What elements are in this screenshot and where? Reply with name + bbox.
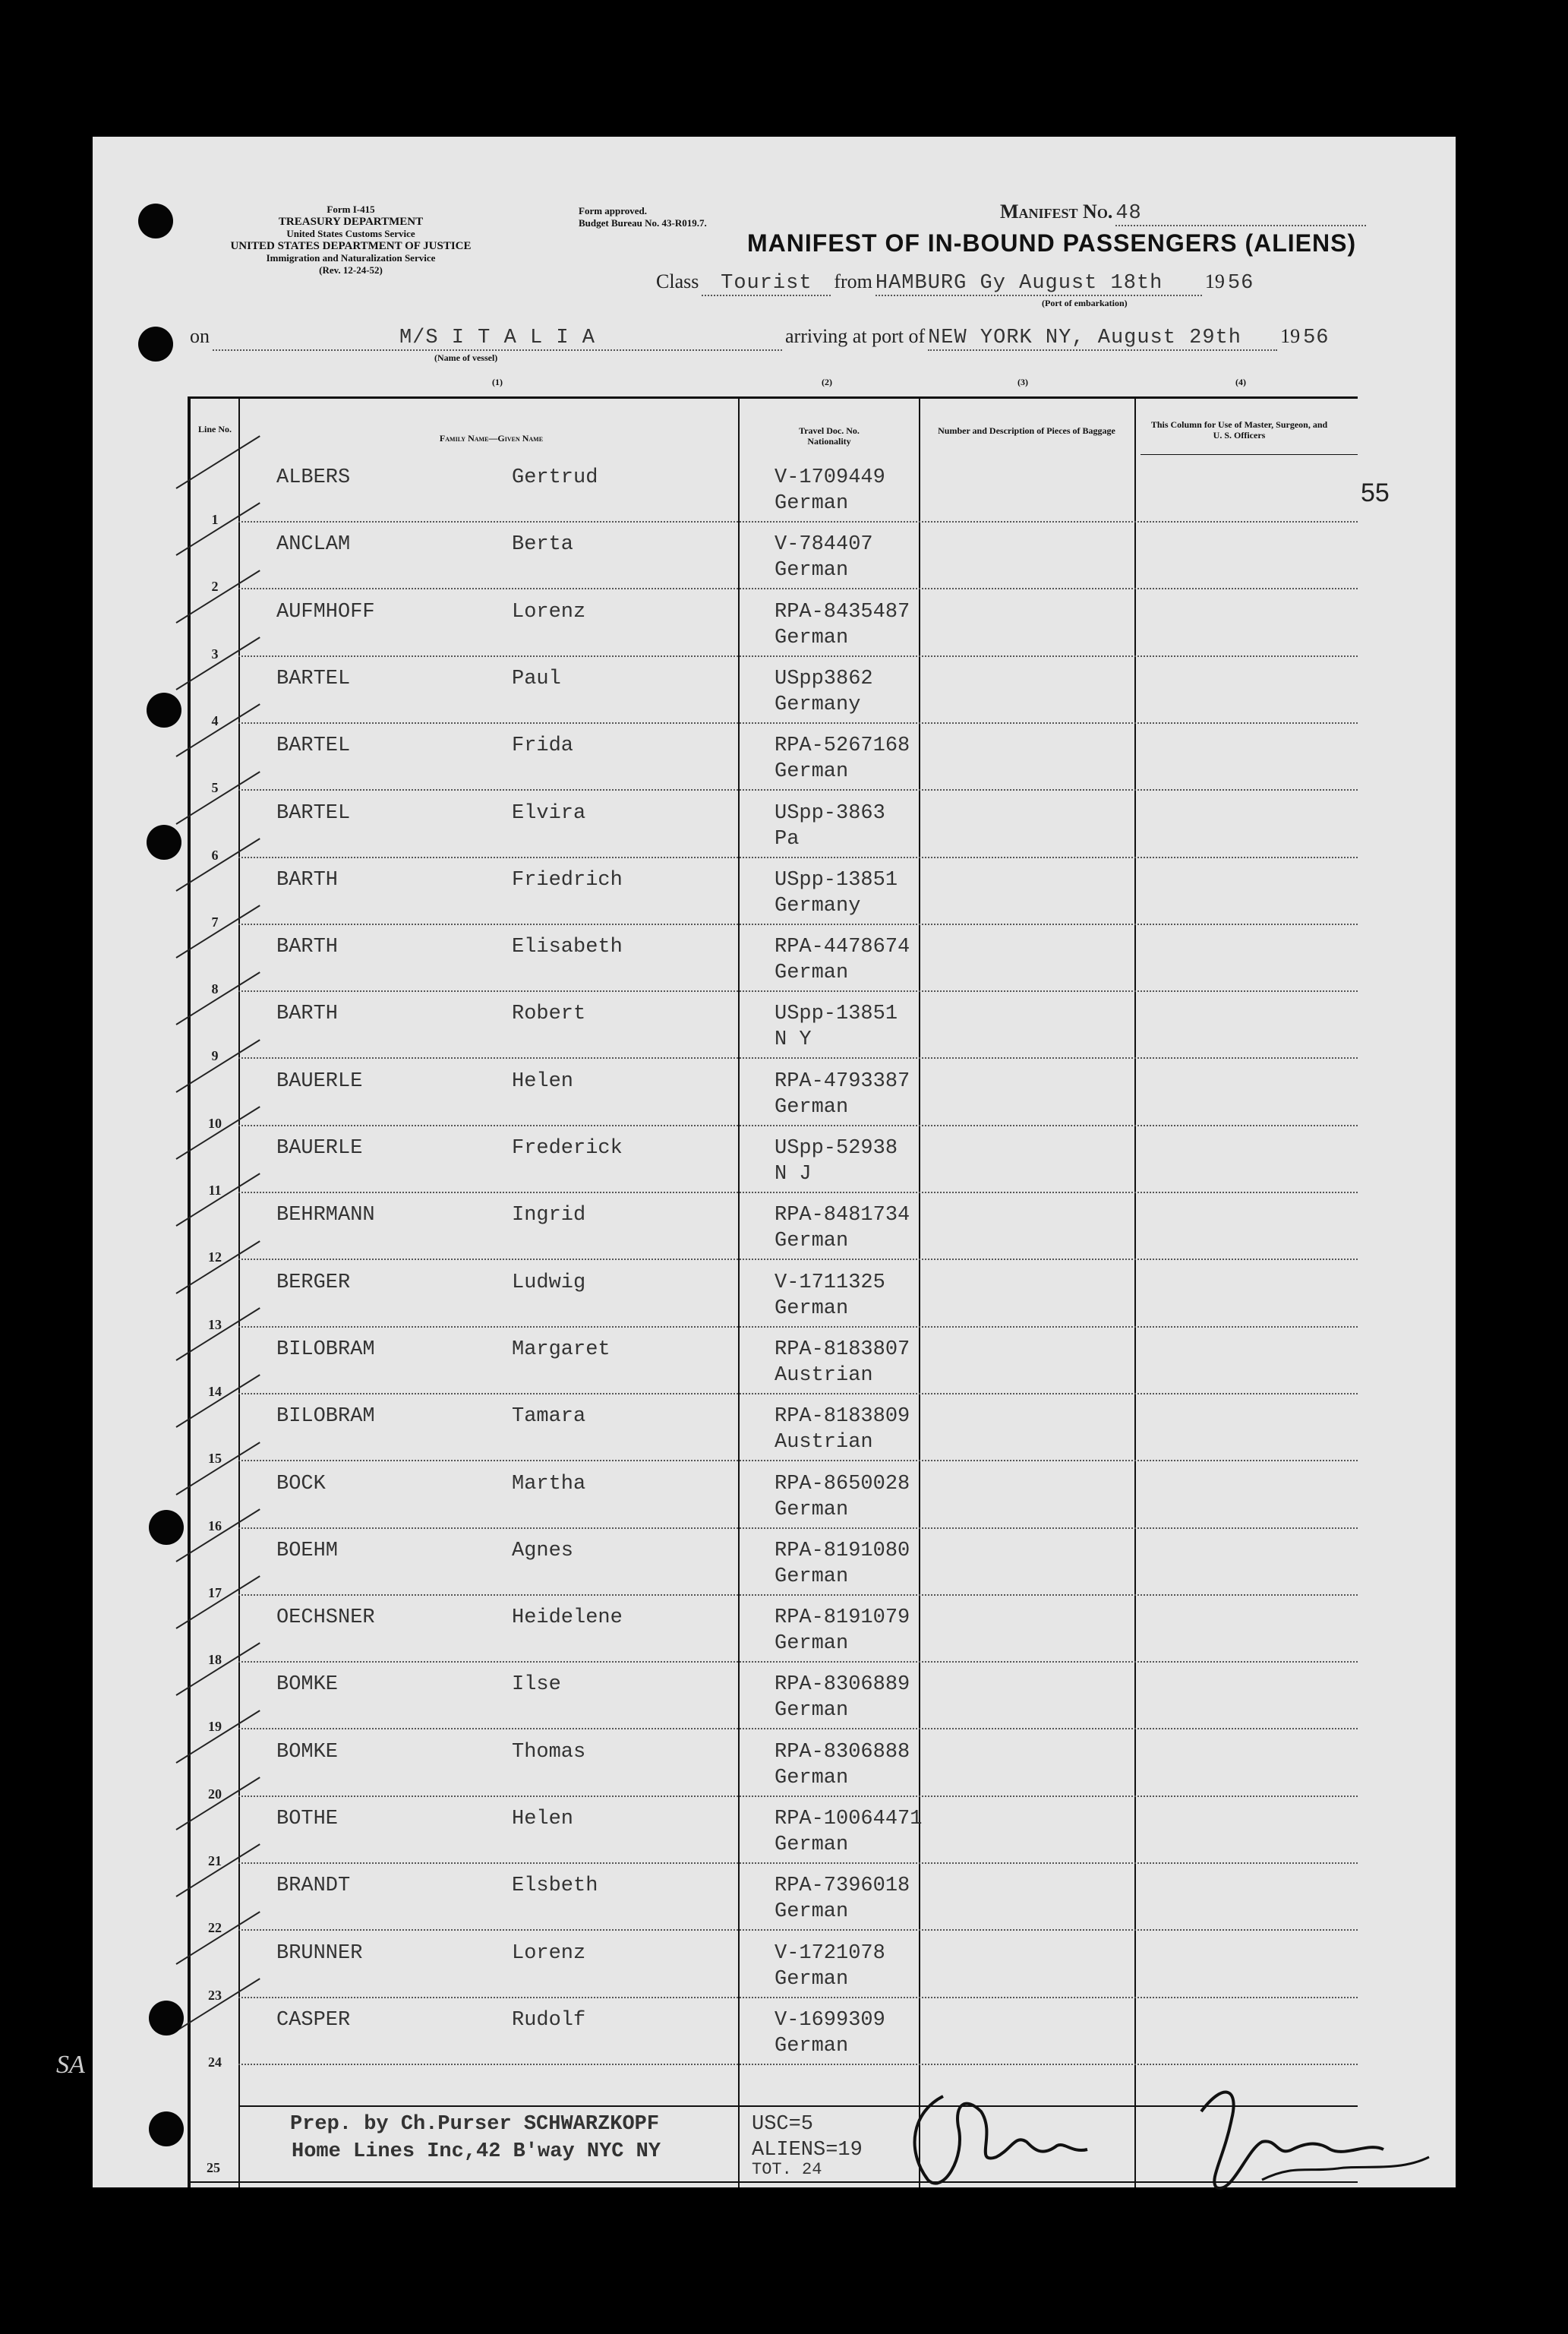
travel-doc-number: V-1699309 [775, 2008, 885, 2032]
total-count: TOT. 24 [752, 2160, 822, 2179]
form-revision: (Rev. 12-24-52) [319, 264, 383, 276]
nationality: German [775, 1967, 849, 1991]
check-mark [175, 703, 260, 757]
manifest-no-value: 48 [1115, 202, 1366, 226]
family-name: BRANDT [276, 1874, 351, 1898]
line-number: 17 [208, 1584, 222, 1600]
nationality: German [775, 1699, 849, 1723]
form-number: Form I-415 [327, 204, 375, 215]
travel-doc-number: RPA-8183807 [775, 1338, 910, 1361]
check-mark [175, 1039, 260, 1093]
nationality: Austrian [775, 1431, 873, 1454]
line-number: 2 [211, 579, 219, 595]
nationality: N Y [775, 1028, 812, 1052]
line-number: 12 [208, 1249, 222, 1265]
travel-doc-number: USpp-3863 [775, 801, 885, 825]
year2-prefix: 19 [1280, 325, 1301, 347]
binder-hole [138, 327, 173, 362]
nationality: German [775, 1833, 849, 1856]
travel-doc-number: USpp-13851 [775, 868, 898, 892]
family-name: CASPER [276, 2008, 351, 2032]
binder-hole [149, 2111, 184, 2146]
check-mark [175, 1374, 260, 1428]
class-label: Class [656, 270, 699, 292]
nationality: German [775, 1296, 849, 1320]
line-number: 4 [211, 712, 219, 728]
col-baggage: Number and Description of Pieces of Baggage [938, 425, 1115, 436]
line-number: 18 [208, 1652, 222, 1668]
travel-doc-number: RPA-8435487 [775, 600, 910, 624]
vessel-caption: (Name of vessel) [434, 352, 498, 363]
nationality: German [775, 1632, 849, 1656]
travel-doc-number: RPA-10064471 [775, 1808, 923, 1830]
family-name: BAUERLE [276, 1069, 363, 1093]
nationality: German [775, 1498, 849, 1521]
family-name: BOEHM [276, 1539, 339, 1562]
given-name: Frederick [512, 1137, 623, 1160]
nationality: German [775, 626, 849, 649]
family-name: BARTEL [276, 801, 351, 825]
travel-doc-number: USpp-13851 [775, 1003, 898, 1026]
given-name: Ludwig [512, 1271, 586, 1294]
row-divider [238, 1527, 1358, 1529]
check-mark [175, 1710, 260, 1764]
from-label: from [834, 270, 872, 292]
family-name: BOMKE [276, 1740, 339, 1764]
row-divider [238, 722, 1358, 724]
row-divider [238, 1192, 1358, 1193]
given-name: Elvira [512, 801, 586, 825]
check-mark [175, 1777, 260, 1830]
family-name: AUFMHOFF [276, 600, 375, 624]
usc-count: USC=5 [752, 2113, 814, 2136]
family-name: BILOBRAM [276, 1405, 375, 1429]
family-name: BARTH [276, 936, 339, 959]
check-mark [175, 905, 260, 959]
line-number: 21 [208, 1853, 222, 1868]
row-divider [238, 588, 1358, 589]
given-name: Elsbeth [512, 1874, 598, 1898]
given-name: Lorenz [512, 1941, 586, 1965]
given-name: Ilse [512, 1673, 561, 1697]
check-mark [175, 1240, 260, 1294]
binder-hole [149, 2001, 184, 2036]
check-mark [175, 1442, 260, 1495]
on-label: on [190, 325, 210, 347]
nationality: German [775, 1766, 849, 1789]
family-name: BAUERLE [276, 1137, 363, 1160]
nationality: Austrian [775, 1363, 873, 1387]
travel-doc-number: RPA-4478674 [775, 936, 910, 959]
line-number: 14 [208, 1383, 222, 1399]
given-name: Frida [512, 734, 574, 758]
travel-doc-number: RPA-8306889 [775, 1673, 910, 1697]
line-number: 3 [211, 646, 219, 662]
passenger-list [93, 137, 1456, 2187]
port-embarkation-caption: (Port of embarkation) [1042, 298, 1128, 308]
line-number: 8 [211, 981, 219, 997]
row-divider [238, 1862, 1358, 1864]
given-name: Friedrich [512, 868, 623, 892]
check-mark [175, 503, 260, 557]
binder-hole [149, 1510, 184, 1545]
row-divider [238, 1728, 1358, 1729]
nationality: German [775, 1900, 849, 1924]
nationality: German [775, 2034, 849, 2058]
line-number: 16 [208, 1518, 222, 1533]
row-divider [238, 2064, 1358, 2065]
purser-signature [882, 2066, 1459, 2203]
line-number: 24 [208, 2054, 222, 2070]
travel-doc-number: USpp-52938 [775, 1137, 898, 1160]
given-name: Martha [512, 1472, 586, 1495]
travel-doc-number: V-784407 [775, 533, 873, 557]
col-travel-doc: Travel Doc. No. Nationality [799, 425, 860, 447]
year2-value: 56 [1303, 327, 1330, 349]
given-name: Helen [512, 1069, 574, 1093]
nationality: N J [775, 1163, 812, 1186]
margin-note: SA [56, 2051, 85, 2079]
line-number: 5 [211, 780, 219, 796]
given-name: Ingrid [512, 1204, 586, 1227]
line-number: 20 [208, 1786, 222, 1802]
col3-number: (3) [1017, 377, 1028, 387]
line-number: 15 [208, 1451, 222, 1467]
page-number: 55 [1361, 478, 1390, 507]
manifest-page [56, 137, 1456, 2187]
travel-doc-number: RPA-5267168 [775, 734, 910, 758]
binder-hole [138, 204, 173, 238]
customs-service: United States Customs Service [286, 228, 415, 239]
check-mark [175, 838, 260, 892]
given-name: Tamara [512, 1405, 586, 1429]
from-value: HAMBURG Gy August 18th [875, 272, 1202, 296]
nationality: German [775, 559, 849, 583]
col-name: Family Name—Given Name [439, 433, 544, 444]
travel-doc-number: RPA-8650028 [775, 1472, 910, 1495]
manifest-title: MANIFEST OF IN-BOUND PASSENGERS (ALIENS) [747, 229, 1357, 257]
given-name: Margaret [512, 1338, 610, 1361]
travel-doc-number: RPA-8306888 [775, 1740, 910, 1764]
col4-number: (4) [1235, 377, 1246, 387]
col1-number: (1) [492, 377, 503, 387]
form-approved: Form approved. [579, 205, 648, 216]
check-mark [175, 1911, 260, 1965]
arrival-value: NEW YORK NY, August 29th [928, 327, 1277, 351]
year-prefix: 19 [1204, 270, 1225, 292]
binder-hole [147, 693, 181, 728]
col2-number: (2) [822, 377, 832, 387]
travel-doc-number: RPA-7396018 [775, 1874, 910, 1898]
row-divider [238, 857, 1358, 858]
given-name: Paul [512, 667, 561, 690]
travel-doc-number: RPA-8183809 [775, 1405, 910, 1429]
travel-doc-number: RPA-8191080 [775, 1539, 910, 1562]
check-mark [175, 1978, 260, 2032]
check-mark [175, 1173, 260, 1227]
binder-hole [147, 825, 181, 860]
check-mark [175, 435, 260, 489]
ins-service: Immigration and Naturalization Service [266, 252, 436, 264]
family-name: BEHRMANN [276, 1204, 375, 1227]
nationality: German [775, 1230, 849, 1253]
row-divider [238, 1393, 1358, 1394]
check-mark [175, 1508, 260, 1562]
family-name: BARTH [276, 1003, 339, 1026]
travel-doc-number: RPA-8481734 [775, 1204, 910, 1227]
travel-doc-number: RPA-8191079 [775, 1606, 910, 1630]
family-name: BARTEL [276, 734, 351, 758]
line-number: 10 [208, 1115, 222, 1131]
line-number: 7 [211, 914, 219, 930]
family-name: BRUNNER [276, 1941, 363, 1965]
given-name: Heidelene [512, 1606, 623, 1630]
row-divider [238, 1259, 1358, 1260]
vessel-name: M/S I T A L I A [213, 327, 782, 351]
family-name: BILOBRAM [276, 1338, 375, 1361]
arriving-label: arriving at port of [785, 325, 926, 347]
given-name: Thomas [512, 1740, 586, 1764]
given-name: Robert [512, 1003, 586, 1026]
nationality: German [775, 492, 849, 515]
family-name: OECHSNER [276, 1606, 375, 1630]
row-divider [238, 1057, 1358, 1059]
nationality: Germany [775, 894, 861, 917]
family-name: BARTEL [276, 667, 351, 690]
treasury-dept: TREASURY DEPARTMENT [278, 216, 424, 228]
nationality: German [775, 760, 849, 784]
row-divider [238, 789, 1358, 791]
given-name: Lorenz [512, 600, 586, 624]
check-mark [175, 1106, 260, 1160]
travel-doc-number: RPA-4793387 [775, 1069, 910, 1093]
travel-doc-number: V-1721078 [775, 1941, 885, 1965]
travel-doc-number: V-1709449 [775, 466, 885, 489]
class-value: Tourist [702, 272, 831, 296]
col-line-no: Line No. [197, 424, 232, 434]
budget-bureau: Budget Bureau No. 43-R019.7. [579, 217, 707, 229]
family-name: BOTHE [276, 1808, 339, 1830]
nationality: Pa [775, 827, 800, 851]
nationality: German [775, 1095, 849, 1119]
nationality: German [775, 962, 849, 985]
check-mark [175, 972, 260, 1026]
nationality: German [775, 1565, 849, 1588]
row-divider [238, 1796, 1358, 1797]
given-name: Gertrud [512, 466, 598, 489]
prepared-by: Prep. by Ch.Purser SCHWARZKOPF [290, 2113, 660, 2136]
row-divider [238, 1594, 1358, 1596]
given-name: Elisabeth [512, 936, 623, 959]
line-number: 22 [208, 1920, 222, 1936]
line-number: 1 [211, 512, 219, 527]
check-mark [175, 636, 260, 690]
row-divider [238, 1460, 1358, 1461]
row-divider [238, 924, 1358, 925]
check-mark [175, 1575, 260, 1629]
given-name: Rudolf [512, 2008, 586, 2032]
family-name: BOMKE [276, 1673, 339, 1697]
travel-doc-number: V-1711325 [775, 1271, 885, 1294]
line-number: 13 [208, 1316, 222, 1332]
row-divider [238, 1326, 1358, 1328]
line-number: 19 [208, 1719, 222, 1735]
check-mark [175, 771, 260, 825]
row-divider [238, 1929, 1358, 1931]
family-name: BERGER [276, 1271, 351, 1294]
row-divider [238, 655, 1358, 657]
row-divider [238, 521, 1358, 523]
family-name: BOCK [276, 1472, 326, 1495]
justice-dept: UNITED STATES DEPARTMENT OF JUSTICE [230, 240, 472, 252]
col-officers: This Column for Use of Master, Surgeon, and U. S. Officers [1150, 419, 1328, 441]
line-number: 23 [208, 1987, 222, 2003]
check-mark [175, 1844, 260, 1898]
year-value: 56 [1227, 272, 1254, 295]
row-divider [238, 990, 1358, 992]
given-name: Helen [512, 1808, 574, 1830]
travel-doc-number: USpp3862 [775, 667, 873, 690]
line-number: 9 [211, 1048, 219, 1064]
family-name: ANCLAM [276, 533, 351, 557]
family-name: BARTH [276, 868, 339, 892]
row-divider [238, 1661, 1358, 1663]
line-number: 11 [208, 1183, 222, 1198]
given-name: Berta [512, 533, 574, 557]
nationality: Germany [775, 693, 861, 716]
row-divider [238, 1125, 1358, 1126]
given-name: Agnes [512, 1539, 574, 1562]
manifest-no-label: Manifest No. [1000, 201, 1113, 223]
prepared-company: Home Lines Inc,42 B'way NYC NY [292, 2140, 661, 2163]
row-divider [238, 1997, 1358, 1998]
check-mark [175, 1643, 260, 1697]
footer-line-number: 25 [207, 2160, 220, 2175]
check-mark [175, 1307, 260, 1361]
line-number: 6 [211, 847, 219, 863]
check-mark [175, 570, 260, 624]
aliens-count: ALIENS=19 [752, 2139, 863, 2162]
family-name: ALBERS [276, 466, 351, 489]
